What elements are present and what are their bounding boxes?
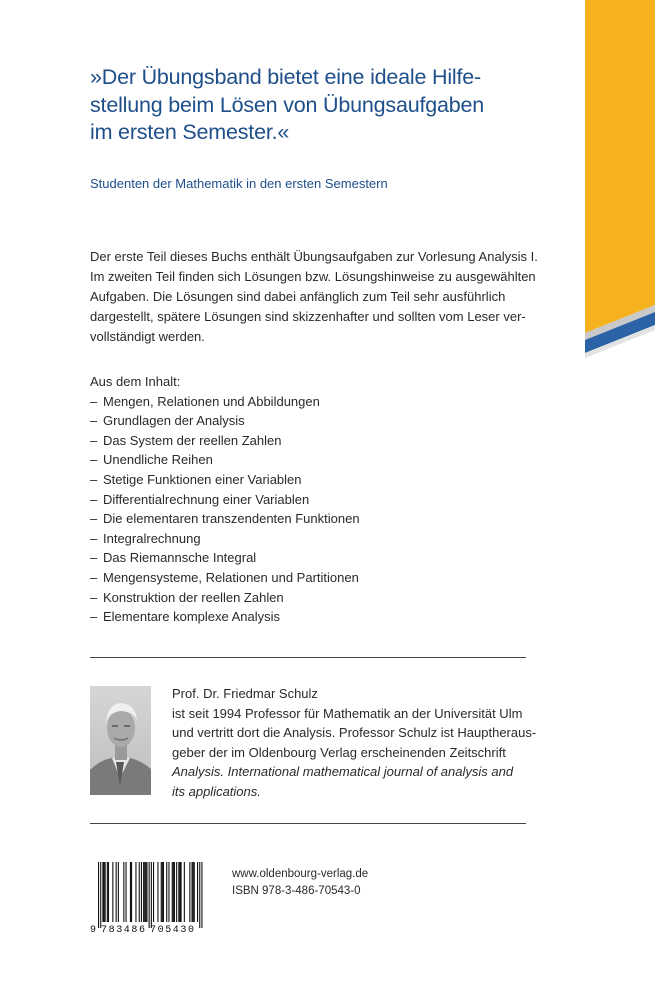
description-line: Der erste Teil dieses Buchs enthält Übungsaufgaben zur Vorlesung Analysis I.: [90, 249, 538, 264]
barcode-bar: [139, 862, 140, 922]
barcode-bar: [194, 862, 195, 922]
bullet-dash: –: [90, 491, 98, 507]
barcode-digits-right: 705430: [150, 925, 194, 934]
barcode-bar: [199, 862, 200, 928]
barcode-bar: [141, 862, 142, 922]
bullet-dash: –: [90, 452, 98, 468]
bio-line: ist seit 1994 Professor für Mathematik an der Universität Ulm: [172, 705, 523, 721]
bullet-dash: –: [90, 393, 98, 409]
barcode-bar: [184, 862, 185, 922]
contents-item-label: Konstruktion der reellen Zahlen: [103, 589, 284, 605]
contents-item: [90, 568, 360, 588]
quote-attribution: Studenten der Mathematik in den ersten Semestern: [90, 176, 388, 191]
bullet-dash: –: [90, 550, 98, 566]
table-of-contents: [90, 372, 360, 627]
contents-item-label: Mengensysteme, Relationen und Partitionen: [103, 569, 359, 585]
contents-item-label: Integralrechnung: [103, 530, 201, 546]
divider-top: [90, 657, 526, 658]
quote-line: stellung beim Lösen von Übungsaufgaben: [90, 92, 485, 117]
barcode-bar: [178, 862, 179, 922]
contents-item-label: Mengen, Relationen und Abbildungen: [103, 393, 320, 409]
contents-item: [90, 392, 360, 412]
contents-item-label: Stetige Funktionen einer Variablen: [103, 471, 302, 487]
barcode-bar: [179, 862, 180, 922]
barcode-bar: [189, 862, 190, 922]
barcode-bar: [149, 862, 150, 928]
contents-item: [90, 509, 360, 529]
barcode-digits-left: 783486: [101, 925, 145, 934]
barcode-bar: [116, 862, 117, 922]
barcode-bar: [201, 862, 202, 928]
barcode-bar: [163, 862, 164, 922]
barcode-bar: [118, 862, 119, 922]
bio-line: geber der im Oldenbourg Verlag erscheinenden Zeitschrift: [172, 744, 506, 760]
barcode-bar: [102, 862, 103, 922]
blurb-quote: [90, 64, 530, 147]
barcode-bar: [197, 862, 198, 922]
barcode-bar: [172, 862, 173, 922]
description-line: Aufgaben. Die Lösungen sind dabei anfänglich zum Teil sehr ausführlich: [90, 289, 506, 304]
barcode-bar: [174, 862, 175, 922]
contents-heading: Aus dem Inhalt:: [90, 374, 181, 389]
barcode-bar: [123, 862, 124, 922]
contents-item: [90, 607, 360, 627]
bullet-dash: –: [90, 511, 98, 527]
barcode-bar: [192, 862, 193, 922]
journal-title-line: Analysis. International mathematical journal of analysis and: [172, 764, 514, 780]
barcode-bar: [108, 862, 109, 922]
barcode-bar: [176, 862, 177, 922]
barcode-bar: [168, 862, 169, 922]
isbn-barcode: [88, 862, 208, 934]
isbn-number: ISBN 978-3-486-70543-0: [232, 885, 361, 897]
bullet-dash: –: [90, 530, 98, 546]
contents-item: [90, 450, 360, 470]
publisher-url: www.oldenbourg-verlag.de: [232, 868, 369, 880]
barcode-bar: [98, 862, 99, 928]
cover-stripe: [585, 0, 655, 370]
barcode-bar: [143, 862, 144, 922]
barcode-bar: [130, 862, 131, 922]
barcode-bar: [135, 862, 136, 922]
description-line: Im zweiten Teil finden sich Lösungen bzw. Lösungshinweise zu ausgewählten: [90, 269, 536, 284]
contents-list: [90, 392, 360, 627]
barcode-bar: [166, 862, 167, 922]
contents-item-label: Differentialrechnung einer Variablen: [103, 491, 310, 507]
divider-bottom: [90, 823, 526, 824]
contents-item: [90, 470, 360, 490]
contents-item: [90, 548, 360, 568]
contents-item: [90, 411, 360, 431]
publisher-info: [232, 866, 368, 900]
contents-item: [90, 431, 360, 451]
barcode-bar: [181, 862, 182, 922]
barcode-bar: [157, 862, 158, 922]
bio-line: und vertritt dort die Analysis. Professor Schulz ist Hauptheraus-: [172, 725, 537, 741]
contents-item-label: Das Riemannsche Integral: [103, 550, 257, 566]
journal-title-line: its applications.: [172, 783, 261, 799]
barcode-bar: [126, 862, 127, 922]
bullet-dash: –: [90, 471, 98, 487]
contents-item-label: Grundlagen der Analysis: [103, 413, 245, 429]
author-bio: [172, 684, 537, 802]
quote-line: im ersten Semester.«: [90, 120, 290, 144]
bullet-dash: –: [90, 569, 98, 585]
barcode-bar: [193, 862, 194, 922]
barcode-digit-first: 9: [90, 925, 97, 934]
barcode-bar: [162, 862, 163, 922]
bullet-dash: –: [90, 589, 98, 605]
barcode-bar: [153, 862, 154, 922]
contents-item: [90, 529, 360, 549]
author-photo: [90, 686, 151, 795]
author-name: Prof. Dr. Friedmar Schulz: [172, 686, 318, 701]
contents-item-label: Das System der reellen Zahlen: [103, 432, 282, 448]
barcode-bar: [161, 862, 162, 922]
barcode-bar: [173, 862, 174, 922]
barcode-bar: [107, 862, 108, 922]
book-description: [90, 247, 538, 347]
barcode-bar: [146, 862, 147, 922]
barcode-bar: [105, 862, 106, 922]
quote-line: »Der Übungsband bietet eine ideale Hilfe-: [90, 65, 481, 89]
description-line: vollständigt werden.: [90, 329, 205, 344]
contents-item-label: Unendliche Reihen: [103, 452, 213, 468]
contents-item: [90, 490, 360, 510]
stripe-yellow: [585, 0, 655, 333]
bullet-dash: –: [90, 432, 98, 448]
contents-item: [90, 588, 360, 608]
barcode-bar: [145, 862, 146, 922]
barcode-bar: [100, 862, 101, 928]
barcode-bar: [151, 862, 152, 928]
barcode-bar: [144, 862, 145, 922]
contents-item-label: Die elementaren transzendenten Funktionen: [103, 511, 360, 527]
bullet-dash: –: [90, 609, 98, 625]
barcode-bar: [104, 862, 105, 922]
contents-item-label: Elementare komplexe Analysis: [103, 609, 281, 625]
description-line: dargestellt, spätere Lösungen sind skizzenhafter und sollten vom Leser ver-: [90, 309, 526, 324]
bullet-dash: –: [90, 413, 98, 429]
barcode-bar: [112, 862, 113, 922]
barcode-bar: [131, 862, 132, 922]
